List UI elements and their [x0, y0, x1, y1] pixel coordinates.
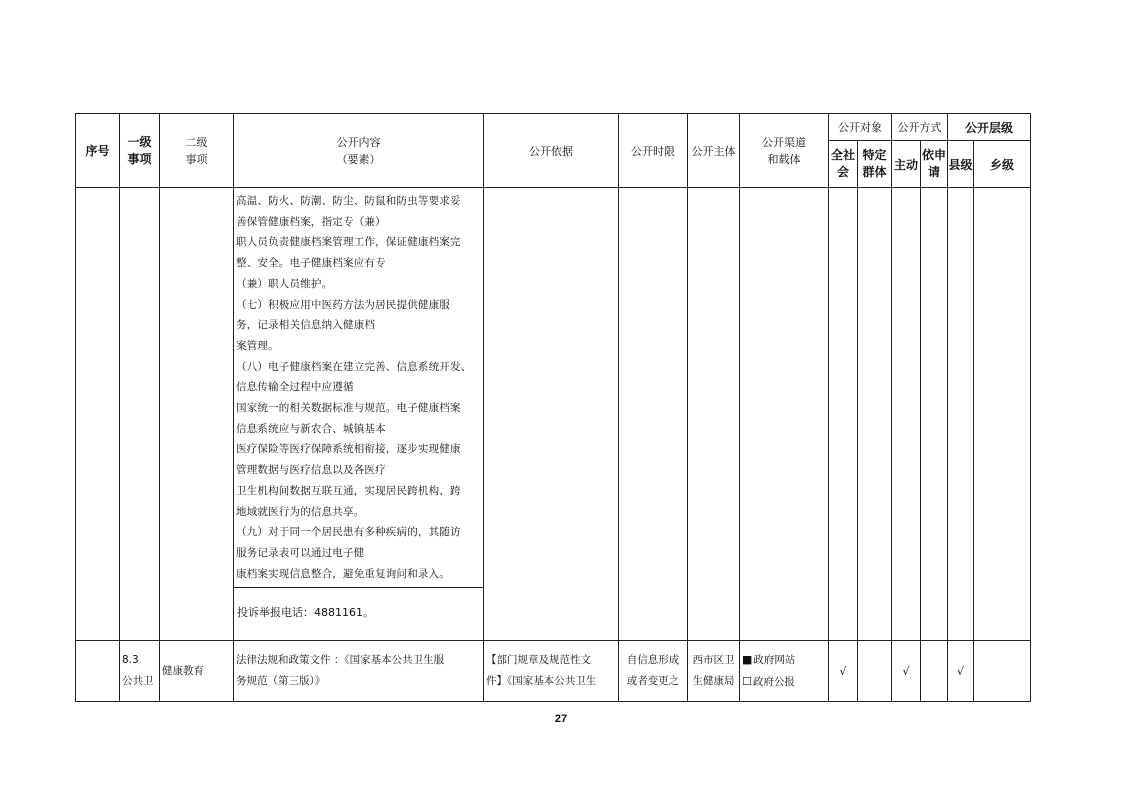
- channel-website: ■政府网站: [742, 649, 828, 671]
- cell-level-county: [948, 188, 974, 641]
- content-lines: [234, 188, 483, 584]
- cell-content: [234, 188, 484, 641]
- content-line: 康档案实现信息整合，避免重复询问和录入。: [236, 567, 450, 580]
- cell-target-all: [829, 641, 858, 702]
- cell-target-specific: [858, 641, 892, 702]
- cell-channel: [740, 641, 829, 702]
- cell-mode-apply: [921, 188, 948, 641]
- header-mode-apply: 依申 请: [921, 141, 948, 188]
- page-number: 27: [554, 713, 568, 725]
- header-channel: 公开渠道 和载体: [740, 114, 829, 188]
- cell-target-all: [829, 188, 858, 641]
- table-row: [76, 641, 1031, 702]
- content-line: 地域就医行为的信息共享。: [236, 505, 365, 518]
- content-line: 服务记录表可以通过电子健: [236, 546, 365, 559]
- content-line: （七）积极应用中医药方法为居民提供健康服: [236, 298, 450, 311]
- header-content: 公开内容 （要素）: [234, 114, 484, 188]
- table-row: [76, 188, 1031, 641]
- cell-level2: [160, 188, 234, 641]
- cell-content: 法律法规和政策文件 ：《国家基本公共卫生服 务规范（第三版）》: [234, 641, 484, 702]
- channel-gazette: ☐政府公报: [742, 671, 828, 693]
- cell-basis: [484, 188, 619, 641]
- complaint-phone: 投诉举报电话：4881161。: [237, 606, 374, 619]
- cell-time-limit: 自信息形成 或者变更之: [619, 641, 688, 702]
- content-line: 卫生机构间数据互联互通，实现居民跨机构、跨: [236, 484, 461, 497]
- header-basis: 公开依据: [484, 114, 619, 188]
- cell-mode-active: [892, 641, 921, 702]
- header-mode-active: 主动: [892, 141, 921, 188]
- header-time-limit: 公开时限: [619, 114, 688, 188]
- header-row: [76, 114, 1031, 141]
- header-target: 公开对象: [829, 114, 892, 141]
- check-mark-icon: √: [839, 664, 847, 678]
- cell-seq: [76, 641, 120, 702]
- checked-box-icon: ■: [742, 653, 753, 666]
- content-line: 案管理。: [236, 339, 279, 352]
- cell-level1: [120, 188, 160, 641]
- header-subject: 公开主体: [688, 114, 740, 188]
- header-seq: 序号: [76, 114, 120, 188]
- cell-seq: [76, 188, 120, 641]
- content-line: 国家统一的相关数据标准与规范。电子健康档案: [236, 402, 461, 415]
- check-mark-icon: √: [902, 664, 910, 678]
- header-mode: 公开方式: [892, 114, 948, 141]
- cell-level2: 健康教育: [160, 641, 234, 702]
- cell-mode-active: [892, 188, 921, 641]
- cell-basis: 【部门规章及规范性文 件】《国家基本公共卫生: [484, 641, 619, 702]
- header-level-county: 县级: [948, 141, 974, 188]
- cell-subject: [688, 188, 740, 641]
- header-level: 公开层级: [948, 114, 1031, 141]
- content-line: 职人员负责健康档案管理工作，保证健康档案完: [236, 236, 461, 249]
- cell-level-township: [974, 641, 1031, 702]
- check-mark-icon: √: [956, 664, 964, 678]
- cell-level-county: [948, 641, 974, 702]
- cell-time-limit: [619, 188, 688, 641]
- disclosure-table: [75, 113, 1031, 702]
- cell-level-township: [974, 188, 1031, 641]
- content-line: 信息传输全过程中应遵循: [236, 381, 354, 394]
- header-level2: 二级 事项: [160, 114, 234, 188]
- unchecked-box-icon: ☐: [742, 675, 752, 688]
- header-level1: 一级 事项: [120, 114, 160, 188]
- header-level-township: 乡级: [974, 141, 1031, 188]
- content-line: （九）对于同一个居民患有多种疾病的，其随访: [236, 526, 461, 539]
- cell-level1: 8.3 公共卫: [120, 641, 160, 702]
- content-line: （兼）职人员维护。: [236, 277, 333, 290]
- cell-target-specific: [858, 188, 892, 641]
- cell-mode-apply: [921, 641, 948, 702]
- content-line: （八）电子健康档案在建立完善、信息系统开发、: [236, 360, 472, 373]
- content-line: 善保管健康档案，指定专（兼）: [236, 215, 386, 228]
- content-line: 整、安全。电子健康档案应有专: [236, 257, 386, 270]
- cell-channel: [740, 188, 829, 641]
- header-target-all: 全社 会: [829, 141, 858, 188]
- content-line: 医疗保险等医疗保障系统相衔接，逐步实现健康: [236, 443, 461, 456]
- complaint-box: [234, 587, 483, 640]
- content-line: 务，记录相关信息纳入健康档: [236, 319, 376, 332]
- header-target-specific: 特定 群体: [858, 141, 892, 188]
- content-line: 管理数据与医疗信息以及各医疗: [236, 464, 386, 477]
- content-line: 信息系统应与新农合、城镇基本: [236, 422, 386, 435]
- cell-subject: 西市区卫 生健康局: [688, 641, 740, 702]
- content-line: 高温、防火、防潮、防尘、防鼠和防虫等要求妥: [236, 195, 461, 207]
